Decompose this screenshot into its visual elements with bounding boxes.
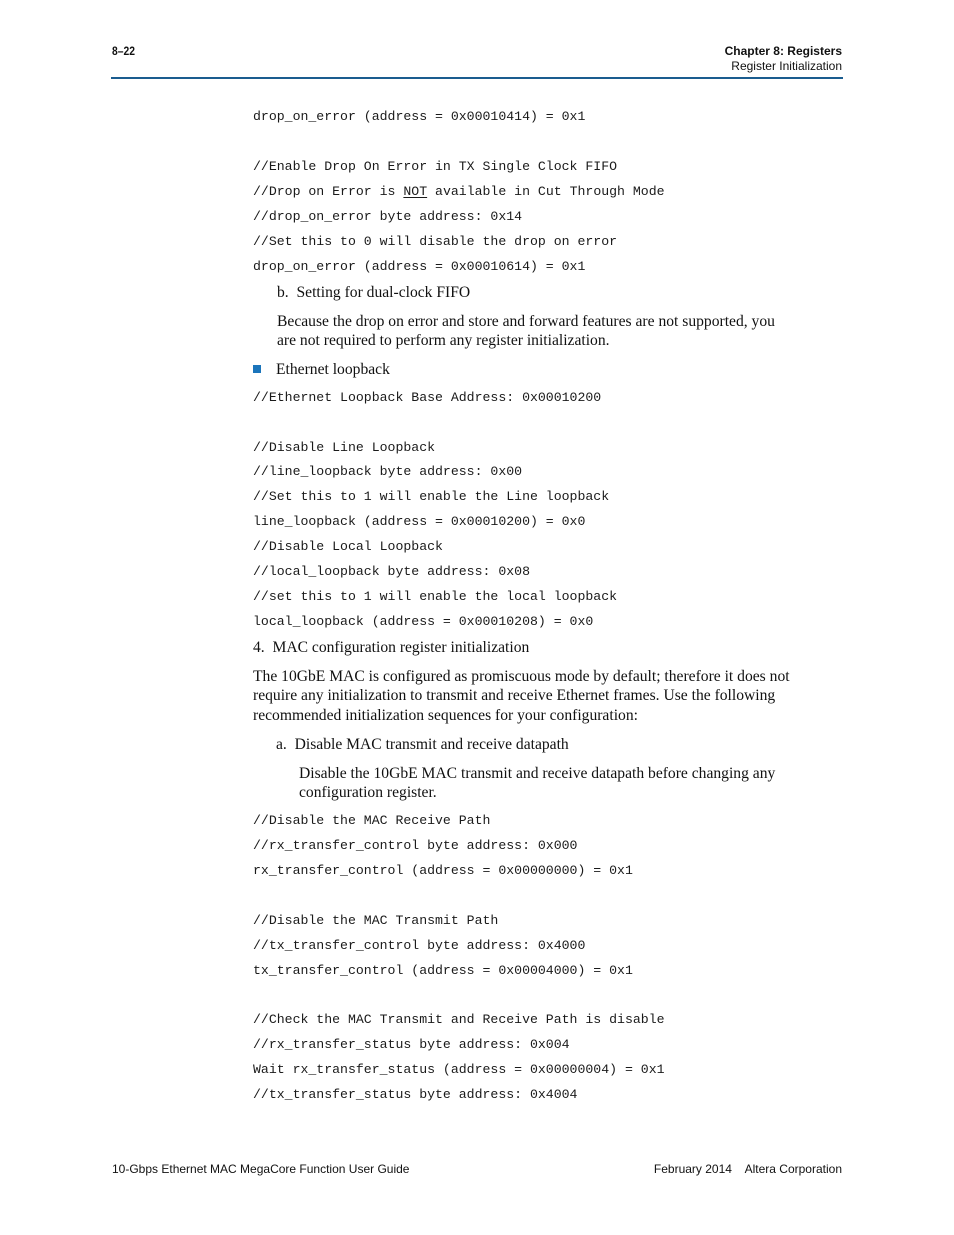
code-line: rx_transfer_control (address = 0x00000000) = 0x1 bbox=[253, 863, 633, 878]
code-line: drop_on_error (address = 0x00010414) = 0x1 bbox=[253, 109, 586, 124]
list-item-4: 4. MAC configuration register initialization bbox=[253, 639, 530, 656]
code-line: //local_loopback byte address: 0x08 bbox=[253, 564, 530, 579]
code-line bbox=[253, 184, 665, 200]
code-line: //Enable Drop On Error in TX Single Clock FIFO bbox=[253, 159, 618, 174]
list-item-b: b. Setting for dual-clock FIFO bbox=[277, 284, 471, 301]
code-line: //rx_transfer_control byte address: 0x000 bbox=[253, 838, 578, 853]
paragraph-line: are not required to perform any register initialization. bbox=[277, 332, 610, 349]
code-text: //Drop on Error is bbox=[253, 184, 404, 199]
footer-guide-title: 10-Gbps Ethernet MAC MegaCore Function User Guide bbox=[112, 1162, 410, 1176]
paragraph-line: Disable the 10GbE MAC transmit and receive datapath before changing any bbox=[299, 765, 776, 782]
footer-date-company: February 2014 Altera Corporation bbox=[653, 1162, 842, 1176]
code-line: //Set this to 0 will disable the drop on error bbox=[253, 234, 618, 249]
code-line: //Ethernet Loopback Base Address: 0x00010200 bbox=[253, 390, 602, 405]
code-line: //tx_transfer_status byte address: 0x4004 bbox=[253, 1087, 578, 1102]
header-rule bbox=[111, 77, 843, 79]
paragraph-line: Because the drop on error and store and forward features are not supported, you bbox=[277, 313, 775, 330]
list-item-a: a. Disable MAC transmit and receive datapath bbox=[276, 736, 569, 753]
code-line: //Disable the MAC Receive Path bbox=[253, 813, 491, 828]
code-line: //rx_transfer_status byte address: 0x004 bbox=[253, 1037, 570, 1052]
code-line: //Disable the MAC Transmit Path bbox=[253, 913, 499, 928]
bullet-ethernet-loopback: Ethernet loopback bbox=[276, 361, 390, 378]
code-line: //line_loopback byte address: 0x00 bbox=[253, 464, 523, 479]
paragraph-line: recommended initialization sequences for your configuration: bbox=[253, 707, 638, 724]
code-line: tx_transfer_control (address = 0x00004000) = 0x1 bbox=[253, 963, 633, 978]
code-underlined-text: NOT bbox=[403, 184, 428, 199]
code-text: available in Cut Through Mode bbox=[427, 184, 665, 199]
code-line: line_loopback (address = 0x00010200) = 0x0 bbox=[253, 514, 586, 529]
chapter-title: Chapter 8: Registers bbox=[724, 44, 842, 58]
code-line: Wait rx_transfer_status (address = 0x00000004) = 0x1 bbox=[253, 1062, 665, 1077]
paragraph-line: The 10GbE MAC is configured as promiscuous mode by default; therefore it does not bbox=[253, 668, 790, 685]
code-line: //set this to 1 will enable the local loopback bbox=[253, 589, 618, 604]
bullet-square-icon bbox=[253, 365, 261, 373]
running-header bbox=[725, 44, 842, 74]
page-number: 8–22 bbox=[112, 44, 135, 58]
code-line: //tx_transfer_control byte address: 0x4000 bbox=[253, 938, 586, 953]
paragraph-line: configuration register. bbox=[299, 784, 437, 801]
section-title: Register Initialization bbox=[731, 59, 842, 73]
code-line: //Disable Line Loopback bbox=[253, 440, 436, 455]
code-line: //Disable Local Loopback bbox=[253, 539, 443, 554]
code-line: //drop_on_error byte address: 0x14 bbox=[253, 209, 523, 224]
code-line: drop_on_error (address = 0x00010614) = 0x1 bbox=[253, 259, 586, 274]
code-line: //Set this to 1 will enable the Line loopback bbox=[253, 489, 610, 504]
code-line: //Check the MAC Transmit and Receive Path is disable bbox=[253, 1012, 665, 1027]
code-line: local_loopback (address = 0x00010208) = 0x0 bbox=[253, 614, 594, 629]
paragraph-line: require any initialization to transmit and receive Ethernet frames. Use the following bbox=[253, 687, 776, 704]
